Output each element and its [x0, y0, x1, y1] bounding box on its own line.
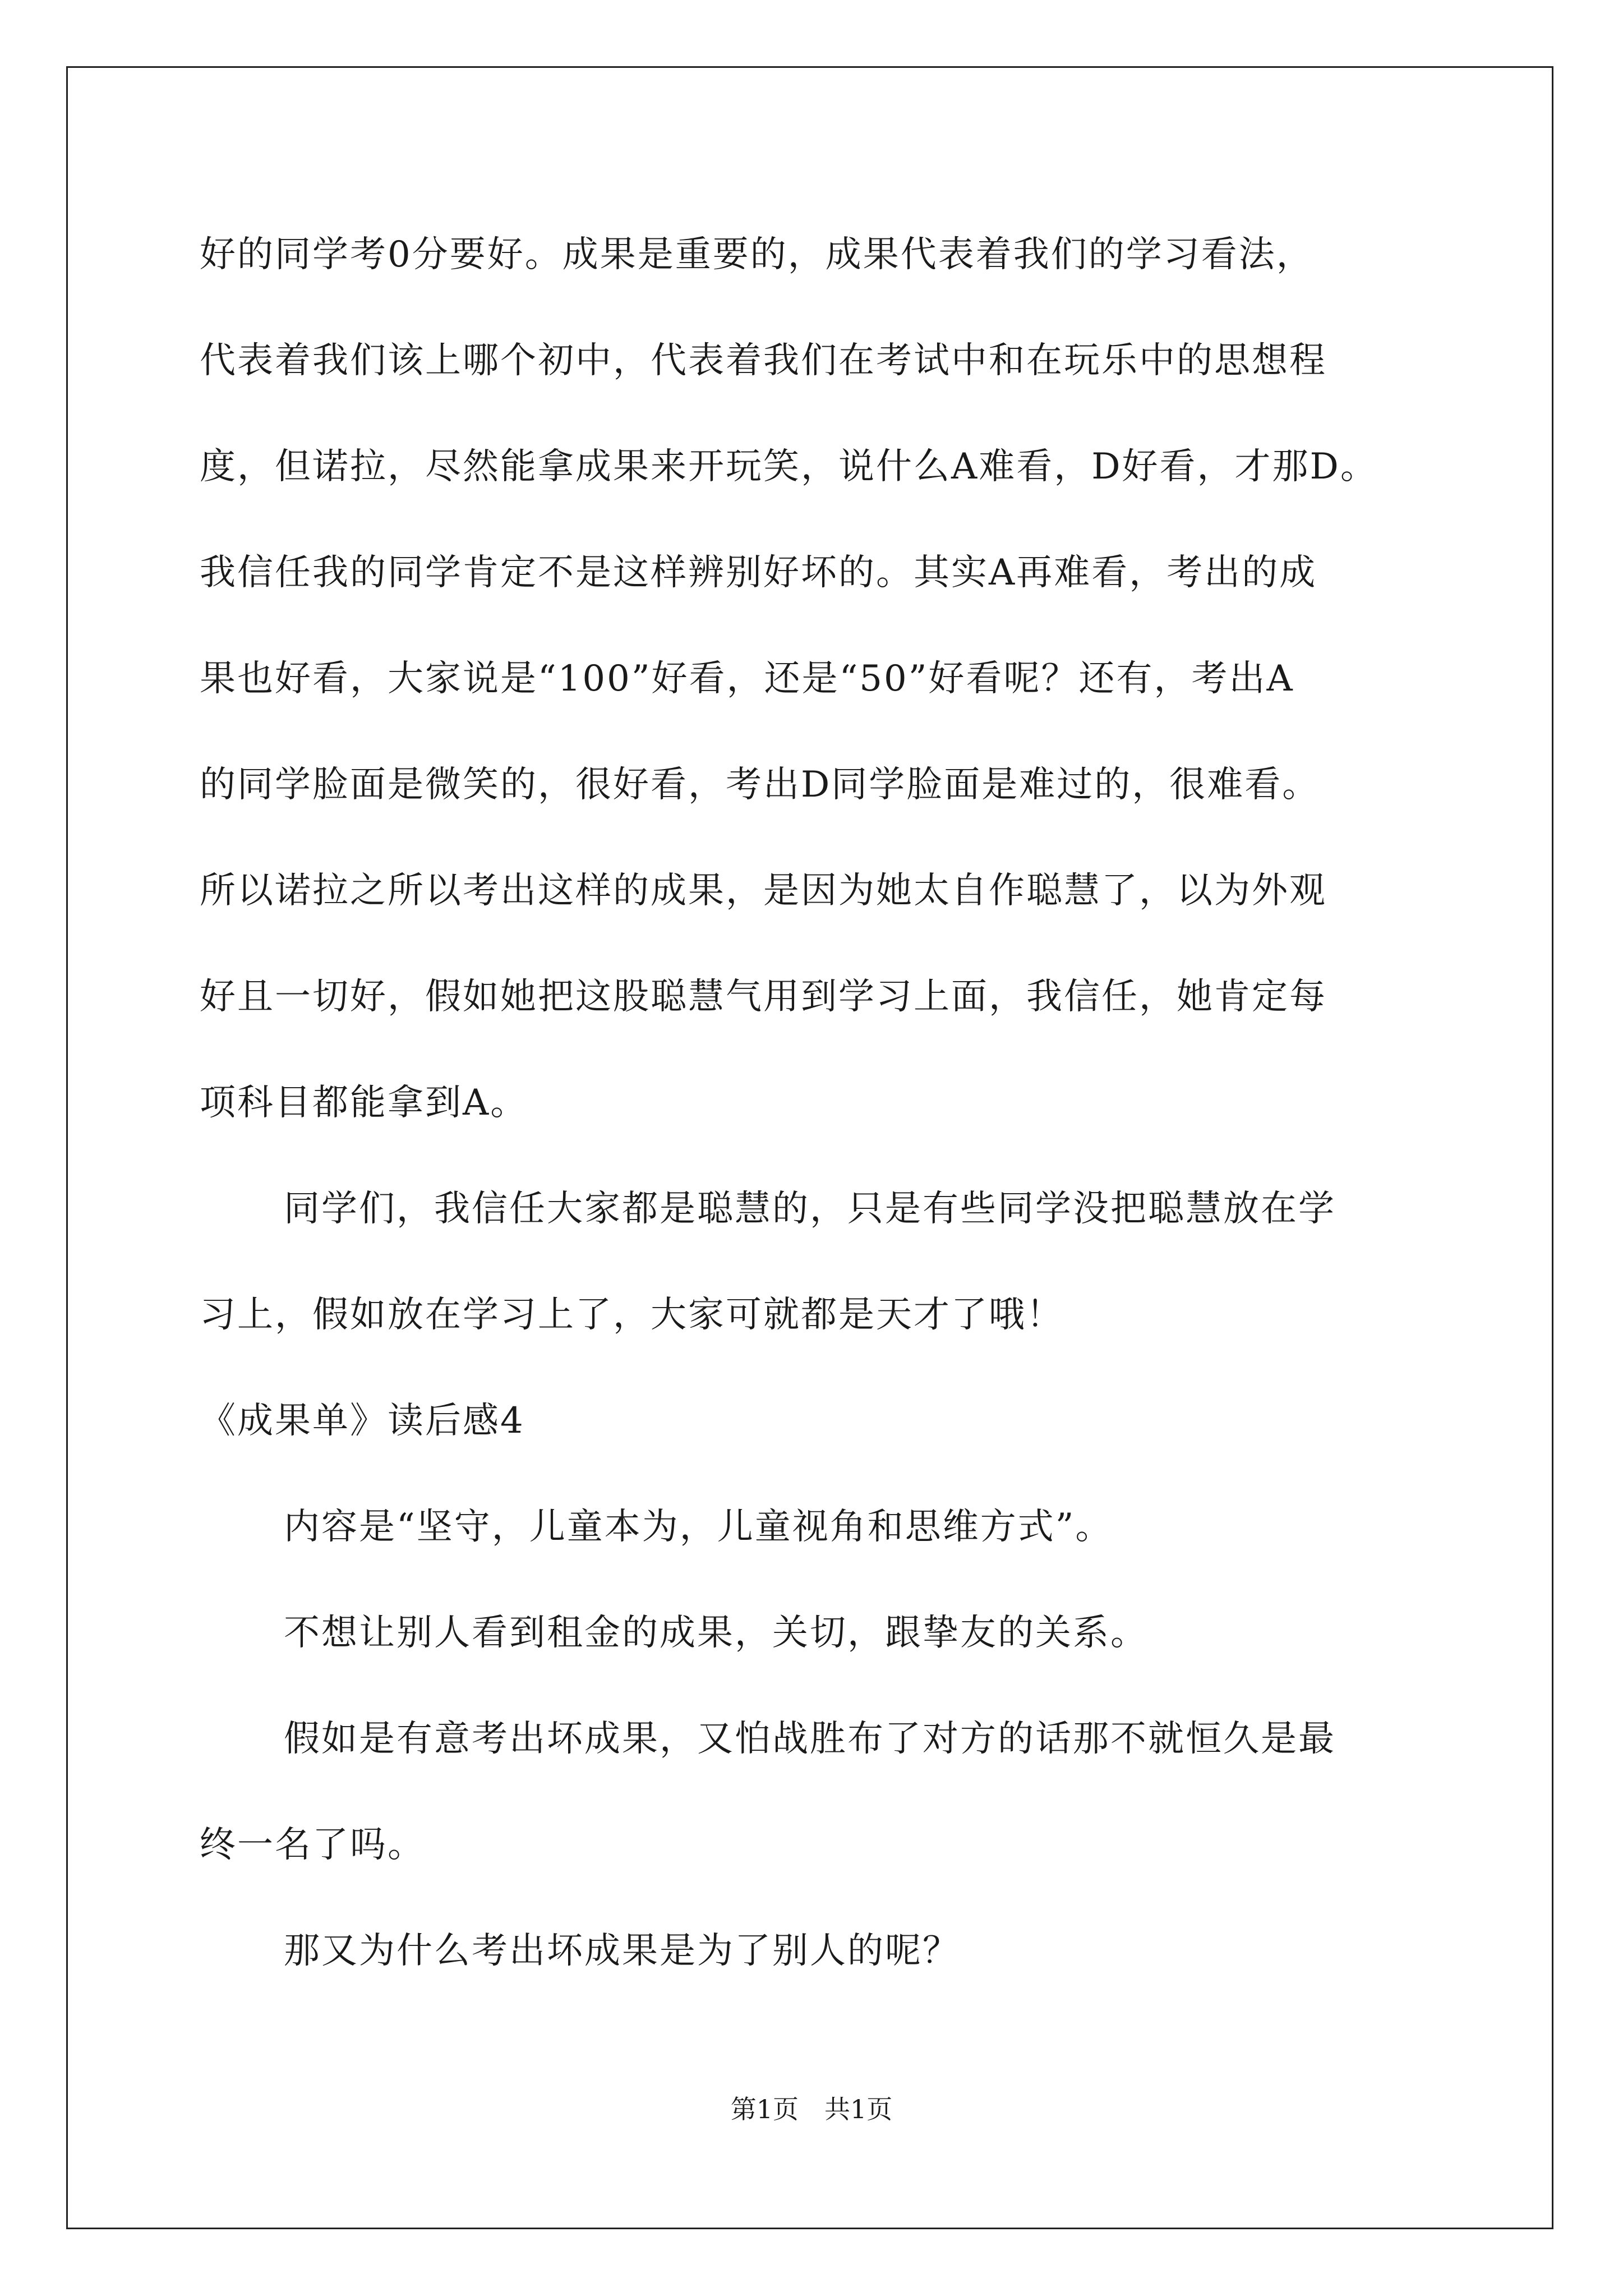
text-line: 果也好看，大家说是“100”好看，还是“50”好看呢？还有，考出A: [200, 658, 1294, 700]
paragraph-start-line: 同学们，我信任大家都是聪慧的，只是有些同学没把聪慧放在学: [284, 1188, 1336, 1230]
text-line: 终一名了吗。: [200, 1824, 425, 1866]
text-line: 习上，假如放在学习上了，大家可就都是天才了哦！: [200, 1294, 1064, 1336]
document-body: [200, 202, 1433, 2004]
paragraph-start-line: 假如是有意考出坏成果，又怕战胜布了对方的话那不就恒久是最: [284, 1718, 1336, 1760]
text-line: 度，但诺拉，尽然能拿成果来开玩笑，说什么A难看，D好看，才那D。: [200, 446, 1378, 487]
text-line: 的同学脸面是微笑的，很好看，考出D同学脸面是难过的，很难看。: [200, 764, 1320, 806]
text-line: 好且一切好，假如她把这股聪慧气用到学习上面，我信任，她肯定每: [200, 976, 1327, 1018]
paragraph-start-line: 内容是“坚守，儿童本为，儿童视角和思维方式”。: [284, 1506, 1113, 1548]
text-line: 所以诺拉之所以考出这样的成果，是因为她太自作聪慧了，以为外观: [200, 870, 1327, 912]
paragraph-start-line: 那又为什么考出坏成果是为了别人的呢？: [284, 1930, 960, 1972]
text-line: 好的同学考0分要好。成果是重要的，成果代表着我们的学习看法，: [200, 234, 1314, 275]
text-line: 项科目都能拿到A。: [200, 1082, 528, 1124]
text-line: 代表着我们该上哪个初中，代表着我们在考试中和在玩乐中的思想程: [200, 340, 1327, 381]
section-heading: 《成果单》读后感4: [200, 1400, 525, 1442]
paragraph-start-line: 不想让别人看到租金的成果，关切，跟挚友的关系。: [284, 1612, 1148, 1654]
text-line: 我信任我的同学肯定不是这样辨别好坏的。其实A再难看，考出的成: [200, 552, 1317, 593]
page-number-footer: 第1页 共1页: [730, 2094, 893, 2124]
